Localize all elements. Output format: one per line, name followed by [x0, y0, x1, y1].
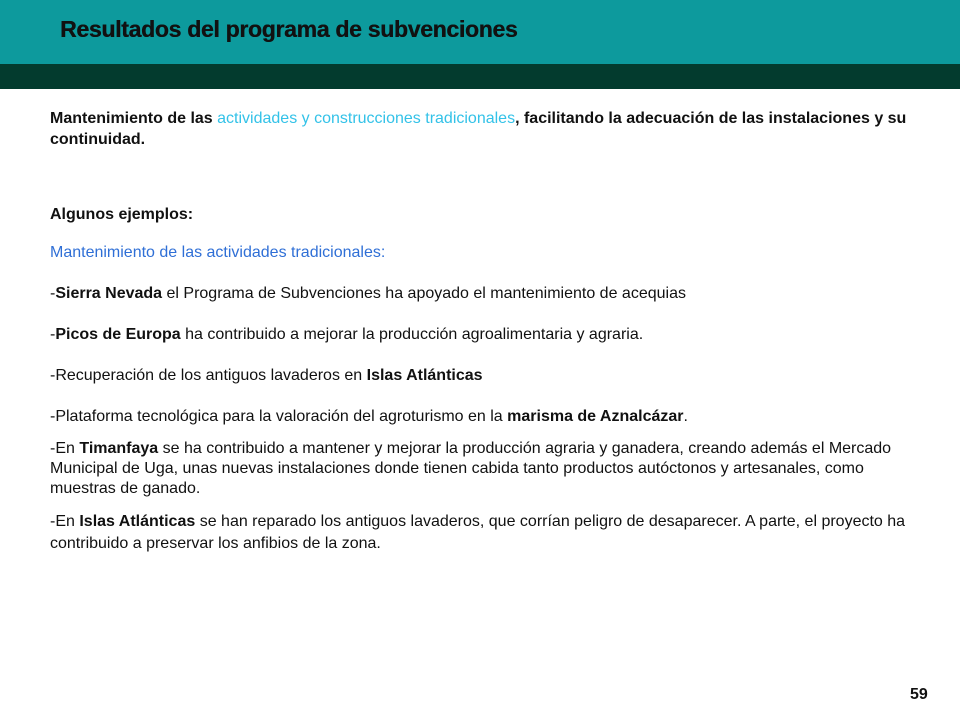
example-text: se ha contribuido a mantener y mejorar la producción agraria y ganadera, creando además el Mercado Municipal de Uga, unas nuevas instalaciones donde tienen cabida tanto productos autóctonos y artesanales, como muestras de ganado.: [50, 440, 892, 497]
example-item: [50, 439, 920, 499]
example-item: [50, 406, 920, 427]
example-prefix: -Plataforma tecnológica para la valoración del agroturismo en la: [50, 408, 508, 425]
example-prefix: -: [50, 285, 56, 302]
examples-heading: Algunos ejemplos:: [50, 206, 194, 223]
slide-body: [50, 108, 920, 555]
example-place: Islas Atlánticas: [366, 367, 483, 384]
example-item: [50, 365, 920, 386]
example-prefix: -En: [50, 513, 80, 530]
slide-title: Resultados del programa de subvenciones: [60, 16, 518, 42]
example-prefix: -: [50, 326, 56, 343]
page-number: 59: [910, 686, 928, 703]
example-text: ha contribuido a mejorar la producción agroalimentaria y agraria.: [180, 326, 644, 343]
example-place: Timanfaya: [79, 440, 159, 457]
intro-prefix: Mantenimiento de las: [50, 110, 218, 127]
intro-highlight: actividades y construcciones tradicionales: [217, 110, 516, 127]
example-place: Sierra Nevada: [55, 285, 163, 302]
example-place: marisma de Aznalcázar: [507, 408, 684, 425]
header-divider-band: [0, 64, 960, 89]
example-text: el Programa de Subvenciones ha apoyado el mantenimiento de acequias: [162, 285, 686, 302]
example-place: Islas Atlánticas: [79, 513, 196, 530]
intro-suffix: , facilitando la adecuación de las instalaciones y su continuidad.: [50, 110, 907, 148]
subheading-traditional: Mantenimiento de las actividades tradicionales:: [50, 244, 386, 261]
example-text: .: [683, 408, 688, 425]
example-prefix: -En: [50, 440, 80, 457]
example-prefix: -Recuperación de los antiguos lavaderos en: [50, 367, 367, 384]
example-text: se han reparado los antiguos lavaderos, que corrían peligro de desaparecer. A parte, el proyecto ha contribuido a preservar los anfibios de la zona.: [50, 513, 906, 552]
example-item: [50, 283, 920, 304]
example-place: Picos de Europa: [55, 326, 181, 343]
example-item: [50, 511, 920, 555]
intro-paragraph: [50, 108, 920, 150]
example-item: [50, 324, 920, 345]
